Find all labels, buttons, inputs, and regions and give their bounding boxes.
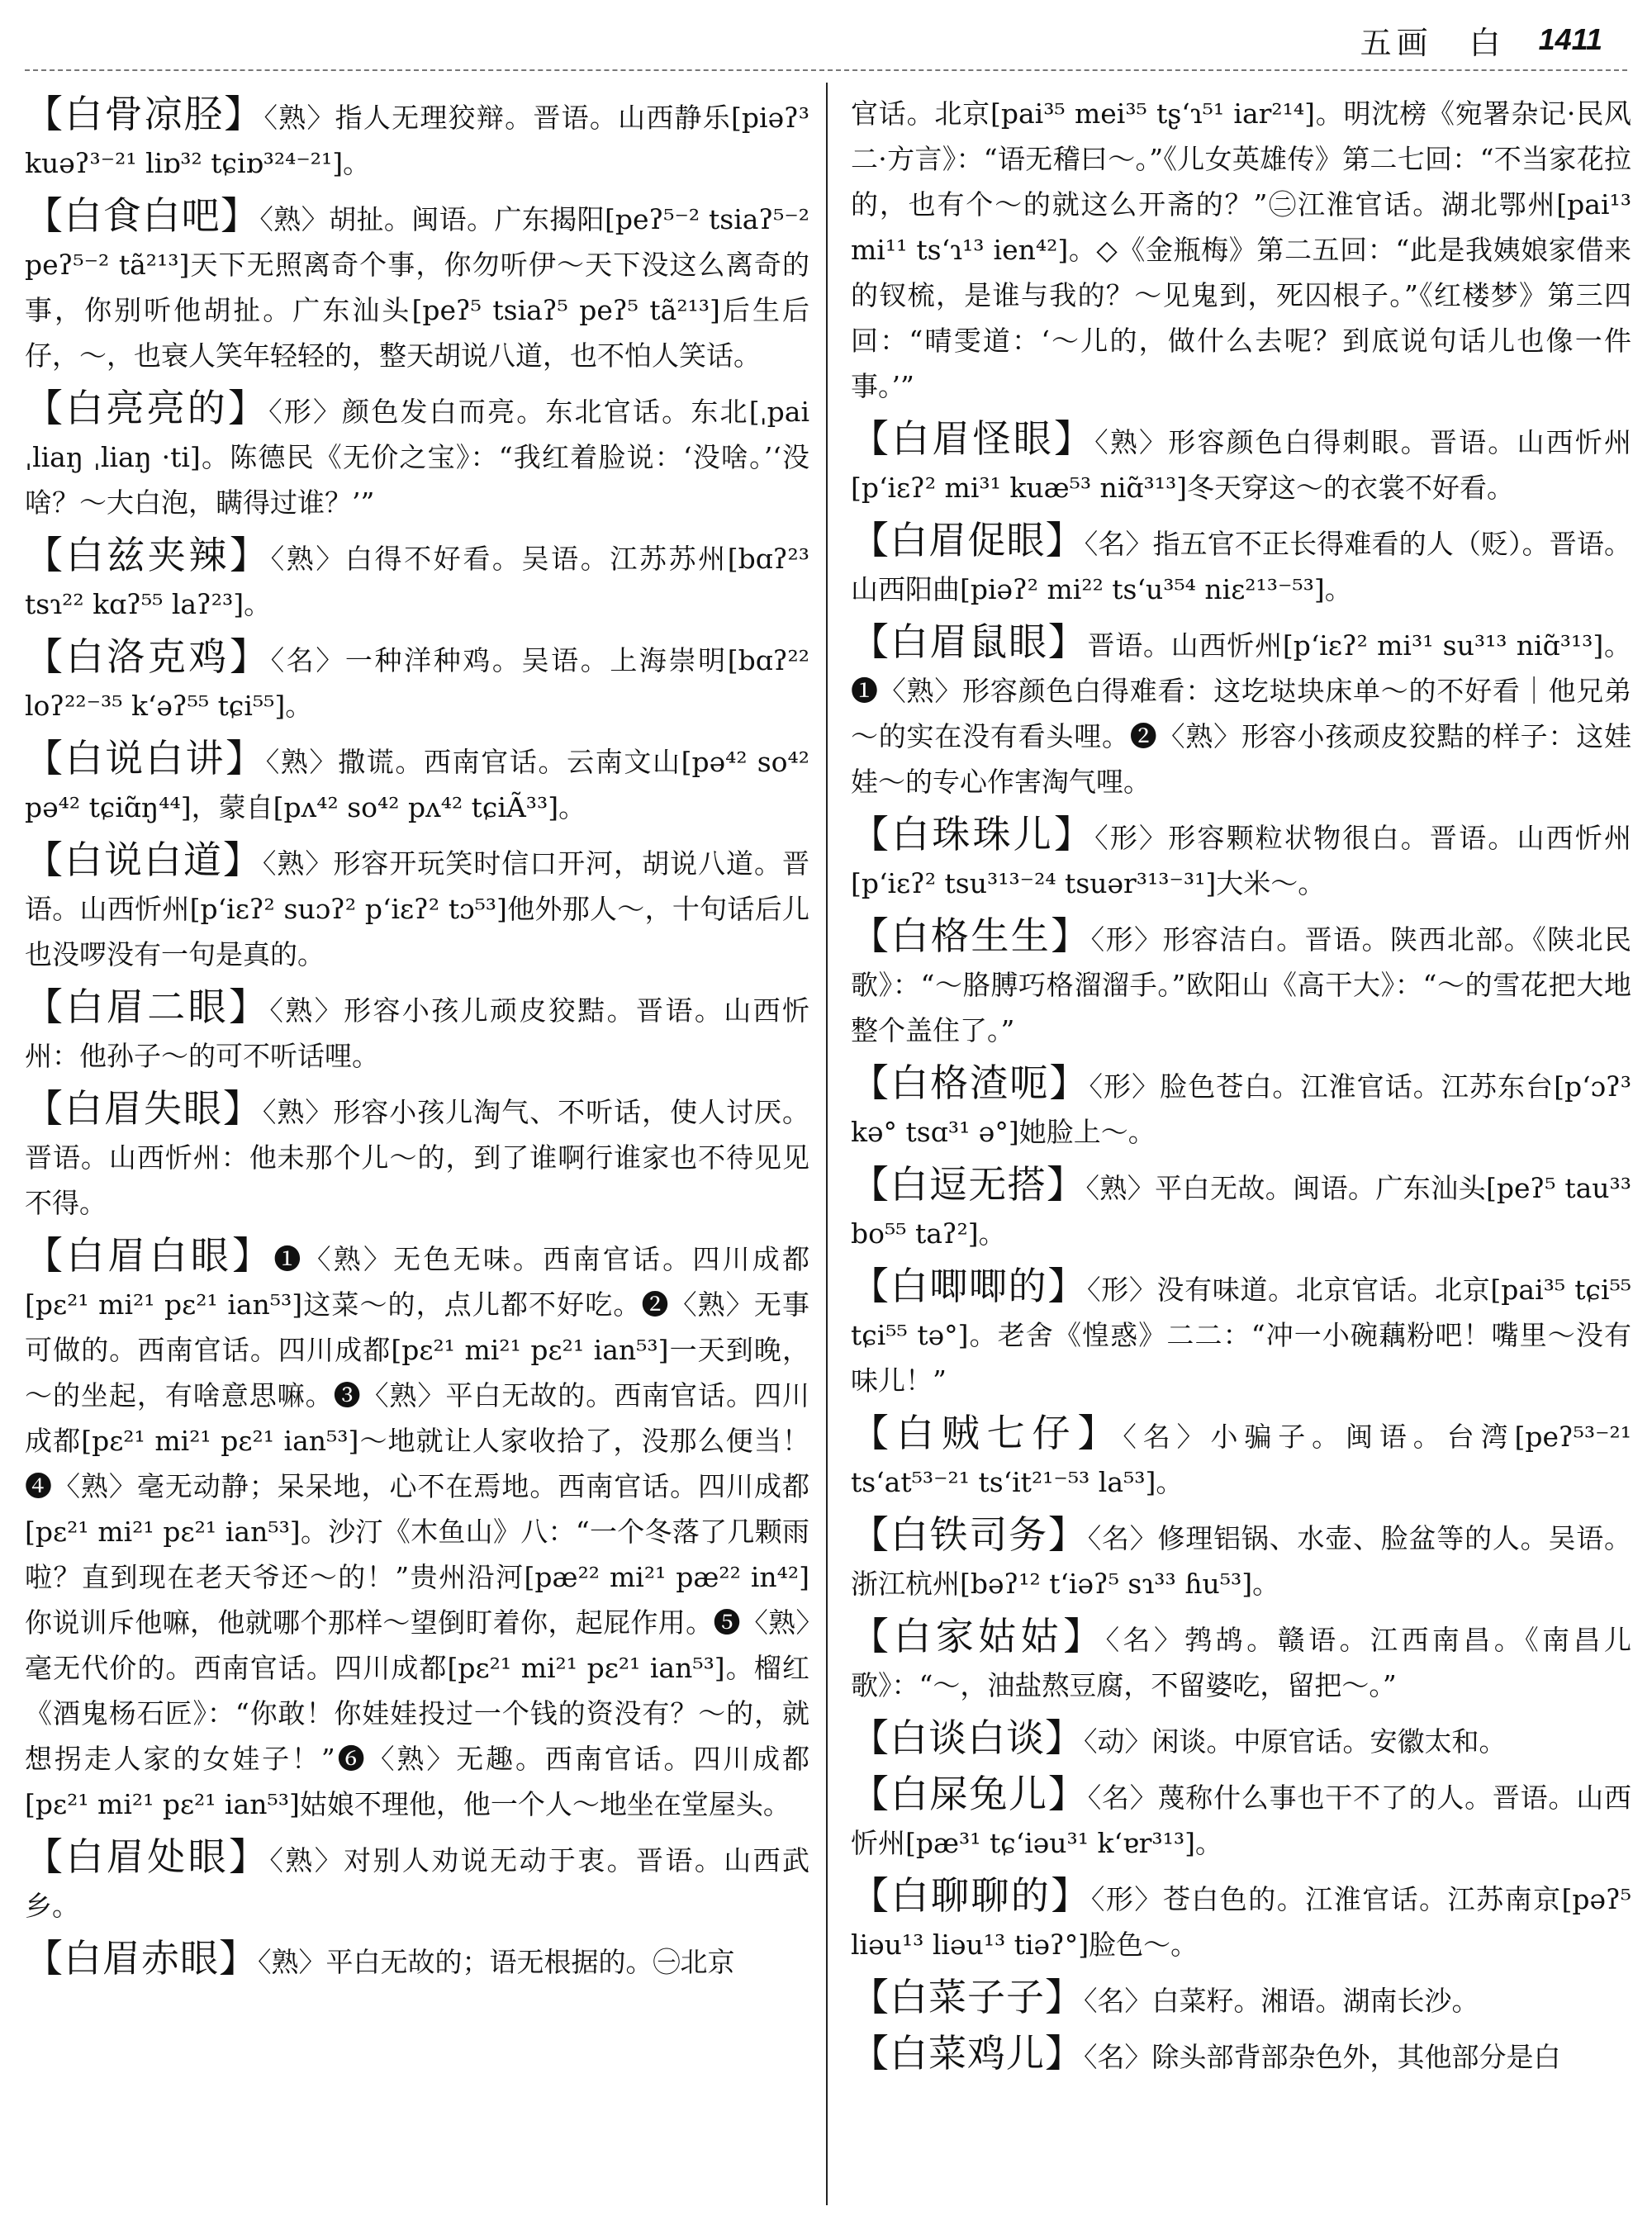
dictionary-entry bbox=[851, 1060, 1631, 1155]
entry-definition: 〈熟〉胡扯。闽语。广东揭阳[peʔ⁵⁻² tsiaʔ⁵⁻² peʔ⁵⁻² tã²¹³]天下无照离奇个事，你勿听伊～天下没这么离奇的事，你别听他胡扯。广东汕头[peʔ⁵ tsiaʔ⁵ peʔ⁵ tã²¹³]后生后仔，～，也衰人笑年轻轻的，整天胡说八道，也不怕人笑话。 bbox=[25, 203, 809, 372]
dictionary-entry bbox=[851, 1771, 1631, 1866]
entry-definition: 〈名〉小骗子。闽语。台湾[peʔ⁵³⁻²¹ ts‘at⁵³⁻²¹ ts‘it²¹⁻⁵³ la⁵³]。 bbox=[851, 1421, 1631, 1498]
entry-definition: 〈熟〉白得不好看。吴语。江苏苏州[bɑʔ²³ tsɿ²² kɑʔ⁵⁵ laʔ²³]。 bbox=[25, 543, 809, 620]
entry-definition: 〈熟〉撒谎。西南官话。云南文山[pə⁴² so⁴² pə⁴² tɕiɑ̃ŋ⁴⁴]，蒙自[pʌ⁴² so⁴² pʌ⁴² tɕiÃ³³]。 bbox=[25, 746, 809, 823]
dictionary-entry bbox=[851, 1715, 1631, 1764]
entry-definition: 〈熟〉对别人劝说无动于衷。晋语。山西武乡。 bbox=[25, 1844, 809, 1922]
right-column bbox=[851, 91, 1631, 2213]
dictionary-entry bbox=[851, 619, 1631, 804]
entry-definition: 〈名〉指五官不正长得难看的人（贬）。晋语。山西阳曲[piəʔ² mi²² ts‘u³⁵⁴ niɛ²¹³⁻⁵³]。 bbox=[851, 528, 1631, 605]
entry-headword: 【 白格渣呃 】 bbox=[851, 1060, 1089, 1105]
entry-headword: 【 白屎兔儿 】 bbox=[851, 1772, 1088, 1816]
entry-definition: 〈名〉白菜籽。湘语。湖南长沙。 bbox=[1084, 1985, 1479, 2017]
entry-headword: 【 白说白讲 】 bbox=[25, 736, 266, 780]
entry-definition: 〈形〉苍白色的。江淮官话。江苏南京[pəʔ⁵ liəu¹³ liəu¹³ tiəʔ°]脸色～。 bbox=[851, 1883, 1631, 1961]
entry-definition: ❶〈熟〉无色无味。西南官话。四川成都[pɛ²¹ mi²¹ pɛ²¹ ian⁵³]这菜～的，点儿都不好吃。❷〈熟〉无事可做的。西南官话。四川成都[pɛ²¹ mi²¹ pɛ²¹ ian⁵³]一天到晚，～的坐起，有啥意思嘛。❸〈熟〉平白无故的。西南官话。四川成都[pɛ²¹ mi²¹ pɛ²¹ ian⁵³]～地就让人家收拾了，没那么便当！❹〈熟〉毫无动静；呆呆地，心不在焉地。西南官话。四川成都[pɛ²¹ mi²¹ pɛ²¹ ian⁵³]。沙汀《木鱼山》八：“一个冬落了几颗雨啦？直到现在老天爷还～的！”贵州沿河[pæ²² mi²¹ pæ²² in⁴²]你说训斥他嘛，他就哪个那样～望倒盯着你，起屁作用。❺〈熟〉毫无代价的。西南官话。四川成都[pɛ²¹ mi²¹ pɛ²¹ ian⁵³]。榴红《酒鬼杨石匠》：“你敢！你娃娃投过一个钱的资没有？～的，就想拐走人家的女娃子！”❻〈熟〉无趣。西南官话。四川成都[pɛ²¹ mi²¹ pɛ²¹ ian⁵³]姑娘不理他，他一个人～地坐在堂屋头。 bbox=[25, 1243, 809, 1820]
page-number: 1411 bbox=[1538, 22, 1602, 56]
entry-definition: 〈形〉脸色苍白。江淮官话。江苏东台[p‘ɔʔ³ kə° tsɑ³¹ ə°]她脸上～。 bbox=[851, 1070, 1631, 1148]
entry-headword: 【 白眉失眼 】 bbox=[25, 1086, 263, 1131]
dictionary-entry bbox=[851, 1263, 1631, 1403]
entry-headword: 【 白说白道 】 bbox=[25, 837, 263, 882]
dictionary-entry bbox=[25, 1232, 809, 1827]
entry-definition: 〈名〉鹁鸪。赣语。江西南昌。《南昌儿歌》：“～，油盐熬豆腐，不留婆吃，留把～。” bbox=[851, 1624, 1631, 1701]
header-divider bbox=[25, 69, 1627, 71]
dictionary-entry bbox=[851, 2030, 1631, 2080]
entry-definition: 〈熟〉平白无故的；语无根据的。㊀北京 bbox=[258, 1946, 735, 1978]
entry-headword: 【 白眉处眼 】 bbox=[25, 1834, 269, 1879]
entry-headword: 【 白家姑姑 】 bbox=[851, 1614, 1106, 1658]
entry-headword: 【 白聊聊的 】 bbox=[851, 1873, 1091, 1918]
entry-headword: 【 白唧唧的 】 bbox=[851, 1264, 1087, 1308]
entry-definition: 晋语。山西忻州[p‘iɛʔ² mi³¹ su³¹³ niɑ̃³¹³]。❶〈熟〉形容颜色白得难看：这圪垯块床单～的不好看｜他兄弟～的实在没有看头哩。❷〈熟〉形容小孩顽皮狡黠的样子：这娃娃～的专心作害淘气哩。 bbox=[851, 629, 1631, 798]
section-heading: 五画 白 bbox=[1360, 24, 1506, 61]
left-column bbox=[25, 91, 809, 2213]
dictionary-entry bbox=[851, 517, 1631, 612]
entry-headword: 【 白亮亮的 】 bbox=[25, 386, 268, 430]
dictionary-entry bbox=[851, 811, 1631, 906]
entry-headword: 【 白珠珠儿 】 bbox=[851, 812, 1094, 856]
page-header bbox=[826, 15, 1602, 64]
entry-headword: 【 白格生生 】 bbox=[851, 913, 1091, 958]
dictionary-entry bbox=[25, 1085, 809, 1226]
entry-definition: 〈熟〉形容小孩儿淘气、不听话，使人讨厌。晋语。山西忻州：他未那个儿～的，到了谁啊行谁家也不待见见不得。 bbox=[25, 1096, 809, 1219]
entry-definition: 〈形〉没有味道。北京官话。北京[pai³⁵ tɕi⁵⁵ tɕi⁵⁵ tə°]。老舍《惶惑》二二：“冲一小碗藕粉吧！嘴里～没有味儿！” bbox=[851, 1274, 1631, 1397]
dictionary-entry bbox=[851, 1872, 1631, 1967]
entry-headword: 【 白食白吧 】 bbox=[25, 193, 259, 238]
entry-headword: 【 白眉促眼 】 bbox=[851, 518, 1085, 562]
entry-headword: 【 白眉二眼 】 bbox=[25, 985, 269, 1029]
entry-headword: 【 白谈白谈 】 bbox=[851, 1715, 1084, 1760]
dictionary-entry bbox=[851, 415, 1631, 510]
entry-definition: 〈熟〉指人无理狡辩。晋语。山西静乐[piəʔ³ kuəʔ³⁻²¹ liɒ³² tɕiɒ³²⁴⁻²¹]。 bbox=[25, 102, 809, 179]
dictionary-entry bbox=[25, 91, 809, 186]
dictionary-entry bbox=[851, 1161, 1631, 1256]
dictionary-entry bbox=[851, 1511, 1631, 1606]
dictionary-entry bbox=[851, 1613, 1631, 1708]
entry-definition: 〈名〉蔑称什么事也干不了的人。晋语。山西忻州[pæ³¹ tɕ‘iəu³¹ k‘ɐr³¹³]。 bbox=[851, 1782, 1631, 1859]
entry-definition: 〈形〉形容洁白。晋语。陕西北部。《陕北民歌》：“～胳膊巧格溜溜手。”欧阳山《高干大》：“～的雪花把大地整个盖住了。” bbox=[851, 923, 1631, 1046]
entry-definition: 〈动〉闲谈。中原官话。安徽太和。 bbox=[1084, 1725, 1507, 1758]
dictionary-entry bbox=[25, 385, 809, 525]
entry-headword: 【 白骨凉胫 】 bbox=[25, 92, 263, 136]
entry-headword: 【 白眉赤眼 】 bbox=[25, 1936, 258, 1981]
entry-headword: 【 白兹夹辣 】 bbox=[25, 533, 271, 577]
entry-headword: 【 白逗无搭 】 bbox=[851, 1162, 1085, 1207]
entry-headword: 【 白眉白眼 】 bbox=[25, 1233, 273, 1278]
entry-headword: 【 白菜鸡儿 】 bbox=[851, 2031, 1084, 2076]
entry-definition: 〈名〉修理铝锅、水壶、脸盆等的人。吴语。浙江杭州[bəʔ¹² t‘iəʔ⁵ sɿ³³ ɦu⁵³]。 bbox=[851, 1522, 1631, 1600]
entry-headword: 【 白眉鼠眼 】 bbox=[851, 619, 1088, 664]
entry-headword: 【 白贼七仔 】 bbox=[851, 1411, 1123, 1455]
entry-headword: 【 白洛克鸡 】 bbox=[25, 634, 271, 679]
entry-definition: 官话。北京[pai³⁵ mei³⁵ tʂ‘ɿ⁵¹ iar²¹⁴]。明沈榜《宛署杂记·民风二·方言》：“语无稽曰～。”《儿女英雄传》第二七回：“不当家花拉的，也有个～的就这么开斋的？”㊁江淮官话。湖北鄂州[pai¹³ mi¹¹ ts‘ɿ¹³ ien⁴²]。◇《金瓶梅》第二五回：“此是我姨娘家借来的钗梳，是谁与我的？～见鬼到，死囚根子。”《红楼梦》第三四回：“晴雯道：‘～儿的，做什么去呢？到底说句话儿也像一件事。’” bbox=[851, 97, 1631, 402]
entry-definition: 〈熟〉形容颜色白得刺眼。晋语。山西忻州[p‘iɛʔ² mi³¹ kuæ⁵³ niɑ̃³¹³]冬天穿这～的衣裳不好看。 bbox=[851, 426, 1631, 504]
dictionary-entry bbox=[25, 984, 809, 1079]
entry-definition: 〈形〉颜色发白而亮。东北官话。东北[ˌpai ˌliaŋ ˌliaŋ ·ti]。陈德民《无价之宝》：“我红着脸说：‘没啥。’‘没啥？～大白泡，瞒得过谁？’” bbox=[25, 396, 809, 519]
entry-headword: 【 白眉怪眼 】 bbox=[851, 416, 1094, 461]
entry-headword: 【 白菜子子 】 bbox=[851, 1975, 1084, 2019]
column-divider bbox=[826, 83, 828, 2205]
dictionary-entry bbox=[851, 1974, 1631, 2024]
dictionary-entry bbox=[25, 633, 809, 728]
entry-definition: 〈熟〉形容开玩笑时信口开河，胡说八道。晋语。山西忻州[p‘iɛʔ² suɔʔ² p‘iɛʔ² tɔ⁵³]他外那人～，十句话后儿也没啰没有一句是真的。 bbox=[25, 847, 809, 970]
entry-definition: 〈形〉形容颗粒状物很白。晋语。山西忻州[p‘iɛʔ² tsu³¹³⁻²⁴ tsuər³¹³⁻³¹]大米～。 bbox=[851, 822, 1631, 899]
dictionary-entry bbox=[25, 192, 809, 378]
dictionary-entry bbox=[851, 913, 1631, 1053]
dictionary-entry bbox=[851, 1410, 1631, 1505]
dictionary-entry bbox=[25, 735, 809, 830]
dictionary-entry bbox=[25, 1935, 809, 1985]
dictionary-entry bbox=[25, 1834, 809, 1929]
entry-definition: 〈熟〉形容小孩儿顽皮狡黠。晋语。山西忻州：他孙子～的可不听话哩。 bbox=[25, 994, 809, 1072]
entry-headword: 【 白铁司务 】 bbox=[851, 1512, 1088, 1557]
dictionary-entry-continuation bbox=[851, 91, 1631, 409]
entry-definition: 〈名〉一种洋种鸡。吴语。上海崇明[bɑʔ²² loʔ²²⁻³⁵ k‘əʔ⁵⁵ tɕi⁵⁵]。 bbox=[25, 644, 809, 722]
entry-definition: 〈名〉除头部背部杂色外，其他部分是白 bbox=[1084, 2041, 1561, 2073]
dictionary-entry bbox=[25, 532, 809, 627]
dictionary-entry bbox=[25, 837, 809, 977]
entry-definition: 〈熟〉平白无故。闽语。广东汕头[peʔ⁵ tau³³ bo⁵⁵ taʔ²]。 bbox=[851, 1172, 1631, 1250]
